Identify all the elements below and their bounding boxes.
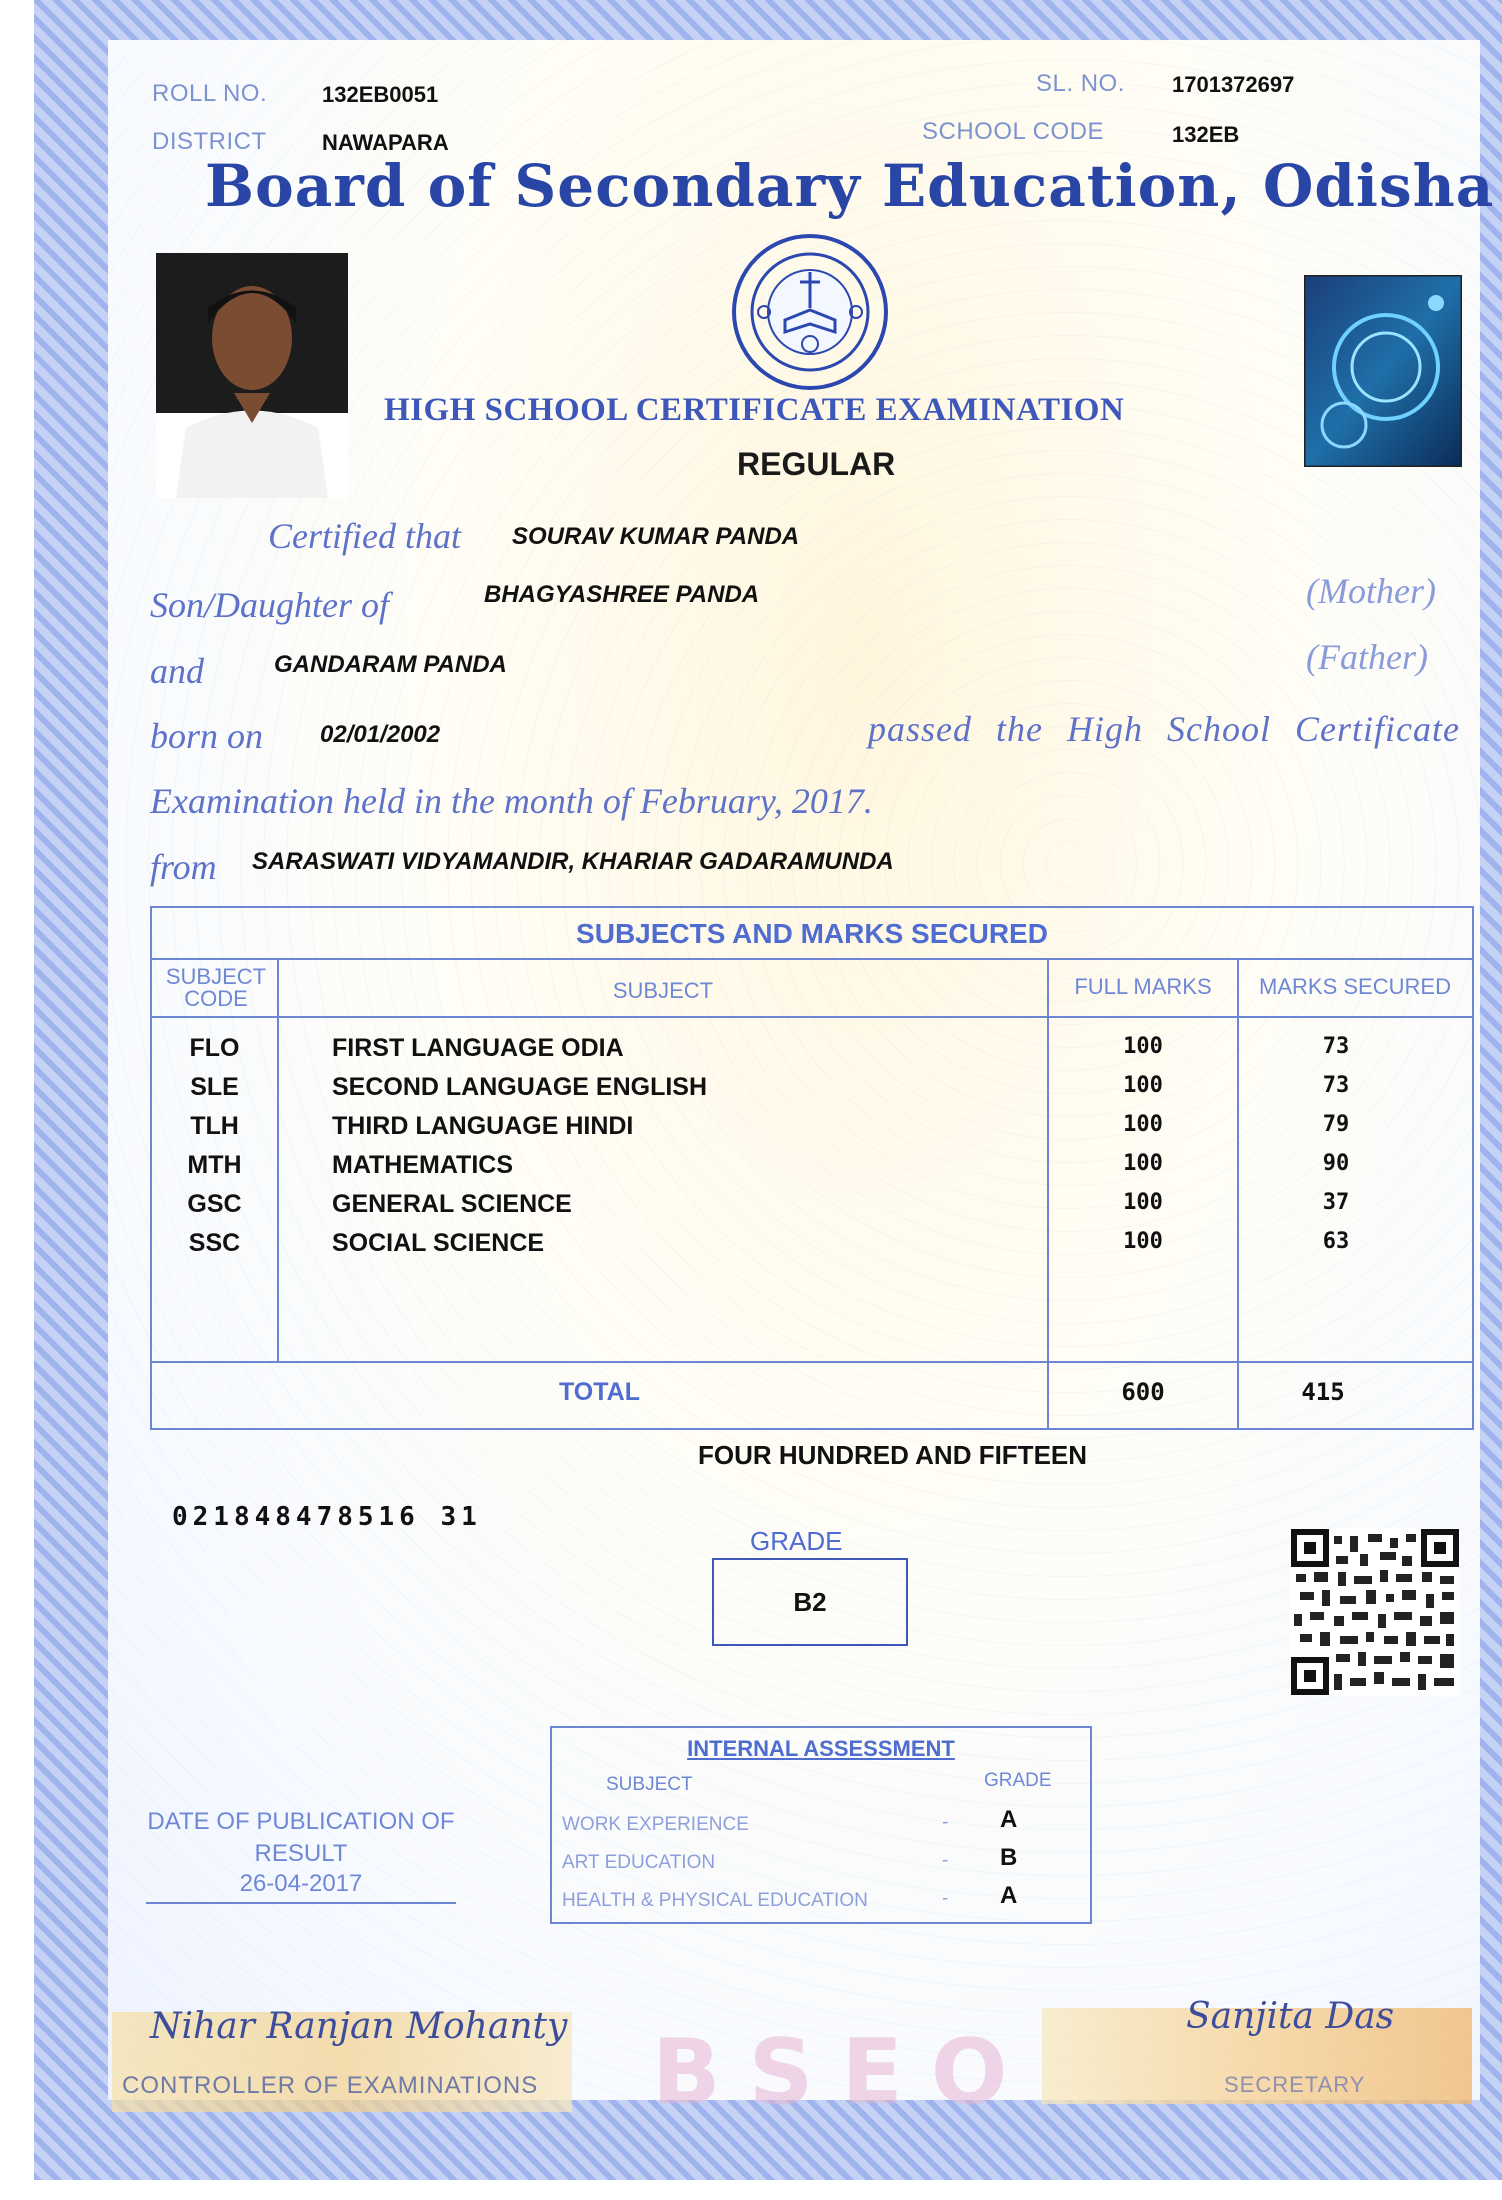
subject-code: FLO	[189, 1034, 240, 1062]
ia-col-grade: GRADE	[984, 1770, 1052, 1791]
total-marks-secured: 415	[1301, 1378, 1345, 1406]
school-name: SARASWATI VIDYAMANDIR, KHARIAR GADARAMUNDA	[252, 848, 894, 875]
exam-title: HIGH SCHOOL CERTIFICATE EXAMINATION	[384, 392, 1125, 428]
marks-secured: 73	[1322, 1034, 1350, 1059]
secretary-label: SECRETARY	[1224, 2072, 1366, 2097]
subject-name: FIRST LANGUAGE ODIA	[332, 1034, 624, 1062]
subject-code: SSC	[188, 1229, 241, 1257]
ia-separator: -	[942, 1812, 949, 1833]
born-on-label: born on	[150, 716, 264, 756]
col-full-marks-header: FULL MARKS	[1074, 974, 1212, 999]
ia-grade: A	[1000, 1806, 1018, 1833]
internal-assessment-heading: INTERNAL ASSESSMENT	[687, 1736, 955, 1761]
sl-no-value: 1701372697	[1172, 72, 1295, 97]
passed-label: passed the High School Certificate	[868, 709, 1460, 749]
ia-separator: -	[942, 1850, 949, 1871]
subject-code: GSC	[187, 1190, 242, 1218]
roll-no-value: 132EB0051	[322, 82, 439, 107]
exam-type: REGULAR	[737, 446, 896, 482]
subject-name: THIRD LANGUAGE HINDI	[332, 1112, 634, 1140]
publication-label: DATE OF PUBLICATION OF RESULT	[147, 1808, 455, 1867]
board-seal-icon	[730, 232, 890, 392]
grade-value: B2	[712, 1558, 908, 1646]
internal-assessment-box	[550, 1726, 1092, 1924]
certified-that-label: Certified that	[268, 516, 461, 556]
col-marks-secured-header: MARKS SECURED	[1259, 974, 1451, 999]
marks-secured: 79	[1322, 1112, 1350, 1137]
marks-secured: 63	[1322, 1229, 1350, 1254]
marks-secured: 73	[1322, 1073, 1350, 1098]
publication-date: 26-04-2017	[239, 1870, 363, 1897]
student-name: SOURAV KUMAR PANDA	[512, 523, 800, 550]
total-in-words: FOUR HUNDRED AND FIFTEEN	[698, 1440, 1088, 1470]
ia-subject: HEALTH & PHYSICAL EDUCATION	[562, 1890, 868, 1911]
marks-table-heading: SUBJECTS AND MARKS SECURED	[576, 918, 1048, 949]
col-code-header: SUBJECT CODE	[165, 964, 267, 1011]
secretary-signature: Sanjita Das	[1186, 1996, 1395, 2037]
date-of-birth: 02/01/2002	[320, 721, 441, 748]
bseo-watermark: BSEO	[652, 2020, 1036, 2125]
controller-label: CONTROLLER OF EXAMINATIONS	[122, 2072, 539, 2099]
mother-name: BHAGYASHREE PANDA	[484, 581, 760, 608]
full-marks: 100	[1123, 1112, 1163, 1137]
subject-code: SLE	[190, 1073, 239, 1101]
student-photo	[156, 253, 348, 498]
ia-col-subject: SUBJECT	[606, 1774, 693, 1795]
full-marks: 100	[1123, 1073, 1163, 1098]
subject-name: GENERAL SCIENCE	[332, 1190, 572, 1218]
full-marks: 100	[1123, 1190, 1163, 1215]
full-marks: 100	[1123, 1229, 1163, 1254]
full-marks: 100	[1123, 1151, 1163, 1176]
district-label: DISTRICT	[152, 128, 267, 155]
ia-grade: B	[1000, 1844, 1018, 1871]
serial-code: 021848478516 31	[172, 1502, 482, 1532]
qr-code-icon	[1290, 1528, 1460, 1696]
marks-table	[150, 906, 1474, 1430]
ia-subject: WORK EXPERIENCE	[562, 1814, 749, 1835]
ia-subject: ART EDUCATION	[562, 1852, 716, 1873]
hologram-icon	[1304, 275, 1462, 467]
marks-secured: 90	[1322, 1151, 1350, 1176]
mother-label: (Mother)	[1306, 571, 1436, 611]
from-label: from	[150, 847, 217, 887]
subject-name: MATHEMATICS	[332, 1151, 513, 1179]
school-code-value: 132EB	[1172, 122, 1240, 147]
col-subject-header: SUBJECT	[612, 978, 714, 1003]
district-value: NAWAPARA	[322, 130, 449, 155]
total-full-marks: 600	[1121, 1378, 1165, 1406]
father-name: GANDARAM PANDA	[274, 651, 507, 678]
marks-secured: 37	[1322, 1190, 1350, 1215]
subject-code: TLH	[190, 1112, 239, 1140]
subject-code: MTH	[187, 1151, 242, 1179]
and-label: and	[150, 651, 204, 691]
exam-held-text: Examination held in the month of February, 2017.	[150, 781, 873, 821]
sl-no-label: SL. NO.	[1036, 70, 1125, 97]
school-code-label: SCHOOL CODE	[922, 118, 1104, 145]
board-title: Board of Secondary Education, Odisha	[205, 152, 1495, 220]
subject-name: SECOND LANGUAGE ENGLISH	[332, 1073, 708, 1101]
ia-grade: A	[1000, 1882, 1018, 1909]
controller-signature: Nihar Ranjan Mohanty	[150, 2006, 568, 2047]
roll-no-label: ROLL NO.	[152, 80, 268, 107]
father-label: (Father)	[1306, 637, 1428, 677]
full-marks: 100	[1123, 1034, 1163, 1059]
grade-label: GRADE	[750, 1526, 843, 1556]
subject-name: SOCIAL SCIENCE	[332, 1229, 545, 1257]
son-daughter-label: Son/Daughter of	[150, 585, 389, 625]
total-label: TOTAL	[558, 1378, 640, 1406]
ia-separator: -	[942, 1888, 949, 1909]
